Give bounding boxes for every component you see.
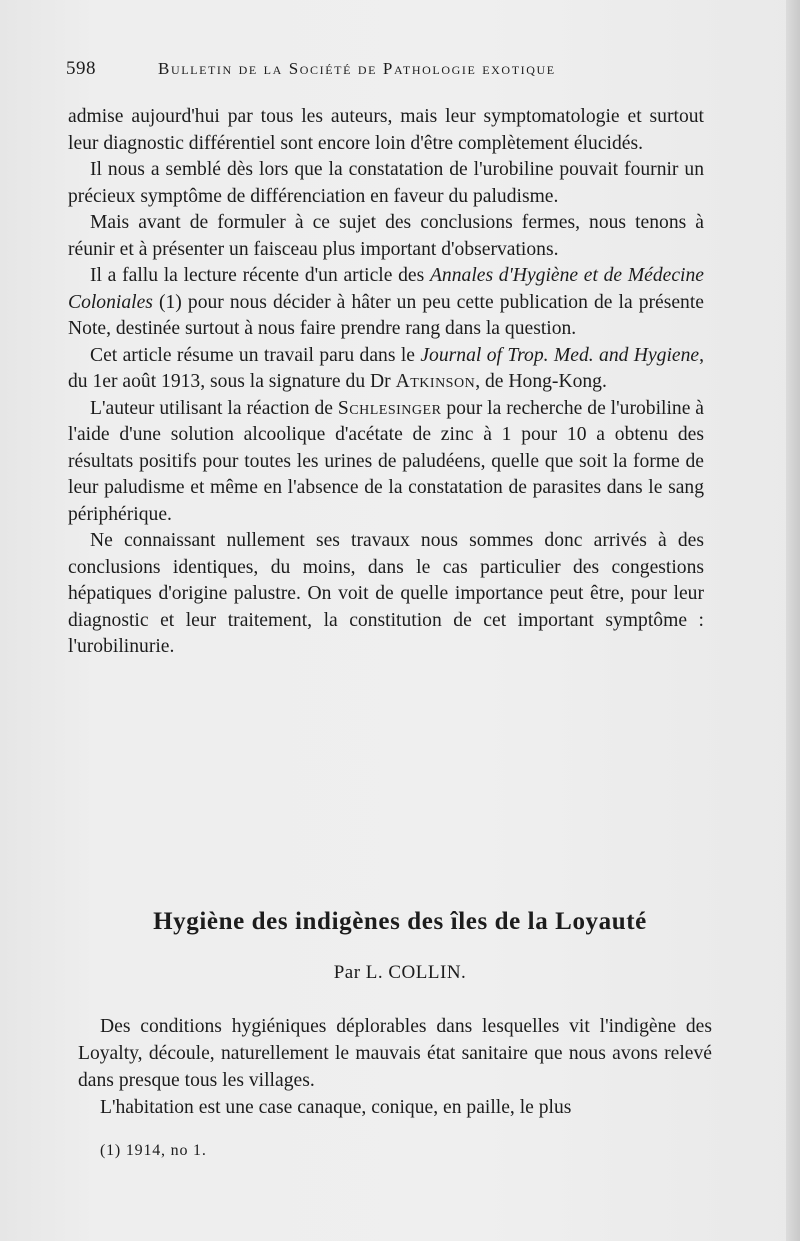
paragraph: admise aujourd'hui par tous les auteurs, mais leur symptomatologie et surtout leur diagnostic différentiel sont encore loin d'être complètement élucidés.	[68, 106, 704, 154]
text-run: Cet article résume un travail paru dans le	[90, 344, 421, 366]
article-body	[78, 1013, 712, 1121]
paragraph	[68, 263, 704, 343]
paragraph: Il nous a semblé dès lors que la constatation de l'urobiline pouvait fournir un précieux symptôme de différenciation en faveur du paludisme.	[68, 159, 704, 207]
page-number: 598	[66, 58, 96, 79]
journal-title: Journal of Trop. Med. and Hygiene	[420, 344, 700, 366]
journal-title: Annales d'Hygiène et de Médecine Coloniales	[68, 265, 704, 313]
text-run: , du 1er août 1913, sous la signature du Dr	[68, 344, 704, 392]
paragraph	[68, 396, 704, 529]
text-run: Il a fallu la lecture récente d'un article des	[90, 265, 430, 286]
text-run: L'auteur utilisant la réaction de	[90, 397, 338, 419]
text-run: (1) pour nous décider à hâter un peu cette publication de la présente Note, destinée surtout à nous faire prendre rang dans la question.	[68, 291, 704, 339]
paragraph: Des conditions hygiéniques déplorables dans lesquelles vit l'indigène des Loyalty, découle, naturellement le mauvais état sanitaire que nous avons relevé dans presque tous les villages.	[78, 1016, 712, 1091]
paragraph: Ne connaissant nullement ses travaux nous sommes donc arrivés à des conclusions identiques, du moins, dans le cas particulier des congestions hépatiques d'origine palustre. On voit de quelle importance peut être, pour leur diagnostic et leur traitement, la constitution de cet important symptôme : l'urobilinurie.	[68, 530, 704, 657]
paragraph: Mais avant de formuler à ce sujet des conclusions fermes, nous tenons à réunir et à présenter un faisceau plus important d'observations.	[68, 212, 704, 260]
footnote: (1) 1914, no 1.	[100, 1142, 207, 1159]
article-body-continued	[68, 104, 704, 661]
author-name: Atkinson	[395, 371, 476, 392]
text-run: , de Hong-Kong.	[475, 371, 607, 392]
running-header	[66, 58, 656, 88]
text-run: pour la recherche de l'urobiline à l'aide d'une solution alcoolique d'acétate de zinc à 1 pour 10 a obtenu des résultats positifs pour toutes les urines de paludéens, quelle que soit la forme de leur paludisme et même en l'absence de la constatation de parasites dans le sang périphérique.	[68, 397, 705, 525]
paragraph: L'habitation est une case canaque, conique, en paille, le plus	[100, 1097, 572, 1118]
paragraph	[68, 343, 704, 396]
page-edge-shadow	[786, 0, 800, 1241]
article-byline: Par L. COLLIN.	[333, 962, 467, 983]
running-title: Bulletin de la Société de Pathologie exotique	[158, 59, 556, 78]
author-name: Schlesinger	[337, 397, 442, 419]
article-title: Hygiène des indigènes des îles de la Loyauté	[153, 908, 647, 935]
